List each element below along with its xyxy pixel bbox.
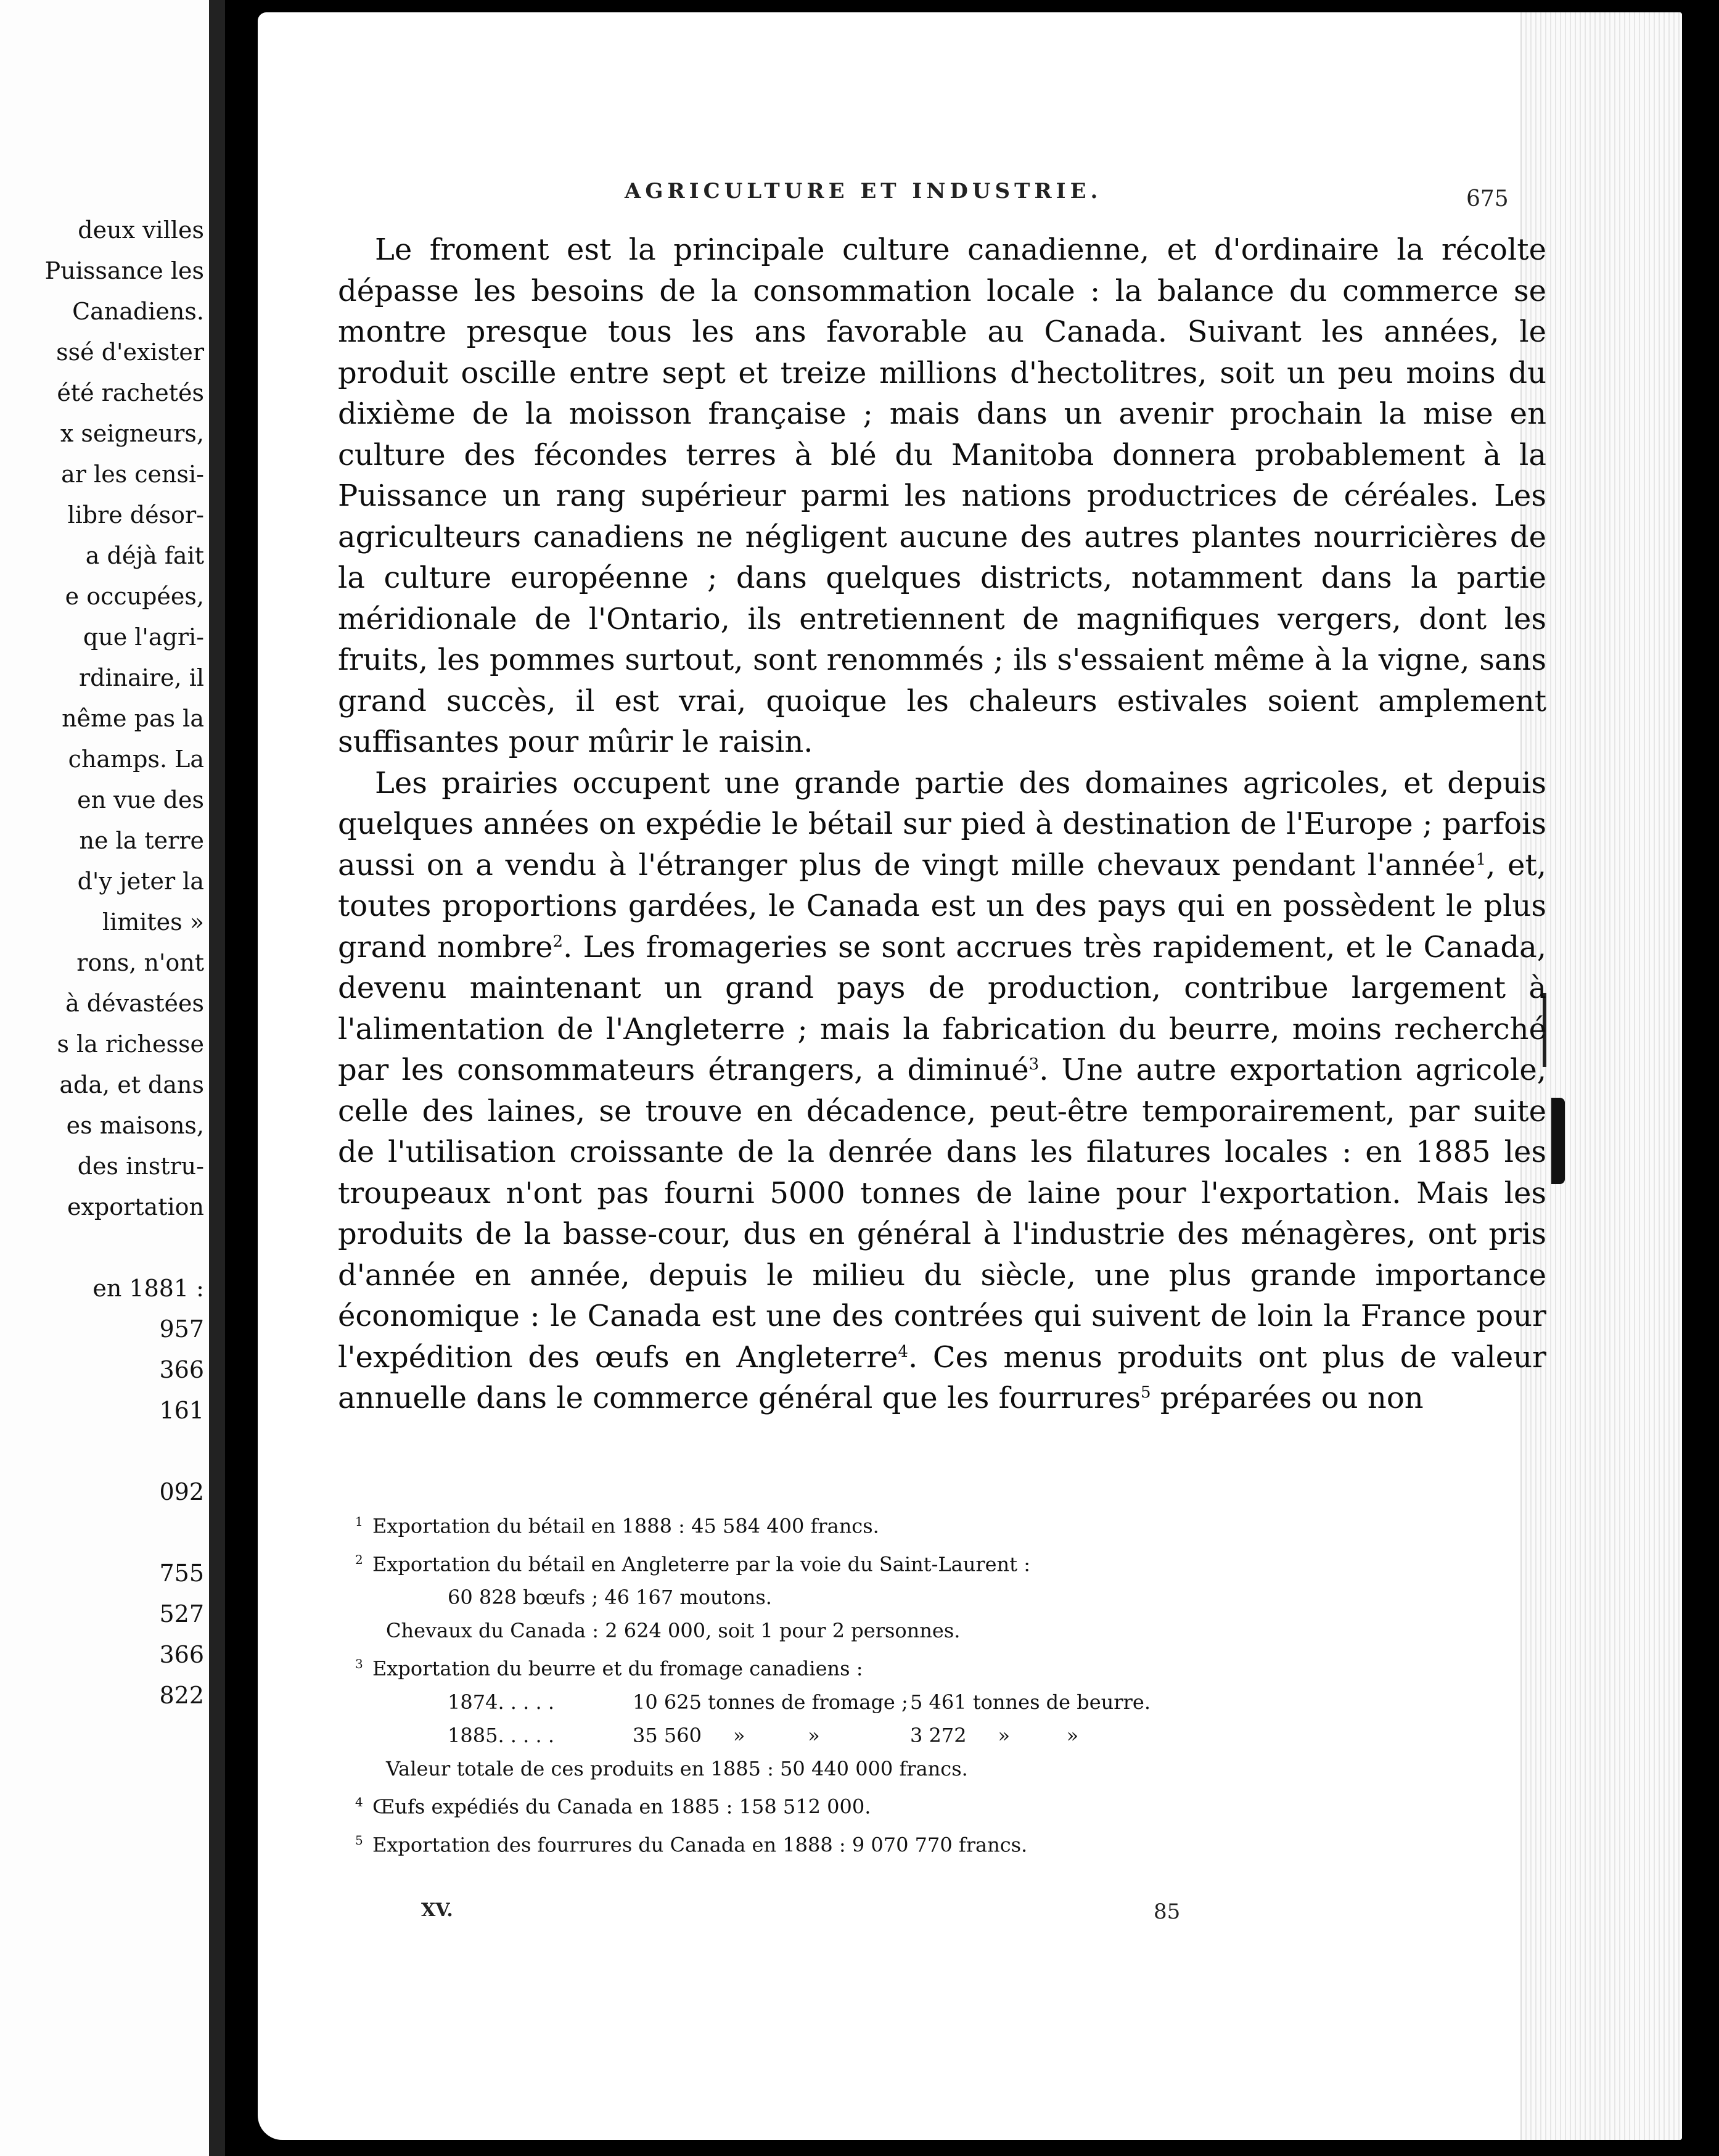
- facing-page-line: 527: [159, 1600, 204, 1627]
- footnote-2: 2 Exportation du bétail en Angleterre par la voie du Saint-Laurent :: [355, 1552, 1030, 1576]
- page-number: 675: [1466, 186, 1509, 212]
- facing-page-line: 957: [159, 1315, 204, 1343]
- facing-page-line: libre désor-: [67, 501, 204, 529]
- facing-page-line: 092: [159, 1478, 204, 1505]
- facing-page-line: 755: [159, 1560, 204, 1587]
- book-page: [258, 12, 1682, 2140]
- footnote-3-row: 1874. . . . . 10 625 tonnes de fromage ; 5 461 tonnes de beurre.: [448, 1690, 1151, 1714]
- facing-page-line: Canadiens.: [72, 298, 204, 325]
- body-text: [338, 229, 1546, 1419]
- footnote-ref: 2: [552, 932, 564, 951]
- footnote-2-horses: Chevaux du Canada : 2 624 000, soit 1 pour 2 personnes.: [386, 1619, 961, 1643]
- facing-page-line: champs. La: [68, 746, 204, 773]
- facing-page-line: ada, et dans: [59, 1071, 204, 1098]
- footnote-3: 3 Exportation du beurre et du fromage canadiens :: [355, 1656, 863, 1681]
- footnote-ref: 4: [898, 1342, 908, 1361]
- footnote-ref: 1: [1475, 850, 1487, 869]
- footnote-ref: 3: [1028, 1055, 1040, 1074]
- facing-page-text: [45, 210, 204, 1716]
- footnote-ref: 5: [1140, 1383, 1151, 1402]
- facing-page-line: ar les censi-: [61, 461, 204, 488]
- footnotes: [355, 1505, 1465, 1861]
- facing-page-line: limites »: [102, 908, 204, 936]
- facing-page-line: rdinaire, il: [78, 664, 204, 691]
- facing-page-line: en 1881 :: [92, 1275, 204, 1302]
- facing-page-line: x seigneurs,: [60, 420, 204, 447]
- paragraph: Les prairies occupent une grande partie des domaines agricoles, et depuis quelques années on expédie le bétail sur pied à destination de l'Europe ; parfois aussi on a vendu à l'étranger plus de vingt mille chevaux pendant l'année$^1$, et, toutes proportions gardées, le Canada est un des pays qui en possèdent le plus grand nombre$^2$. Les fromageries se sont accrues très rapidement, et le Canada, devenu maintenant un grand pays de production, contribue largement à l'alimentation de l'Angleterre ; mais la fabrication du beurre, moins recherché par les consommateurs étrangers, a diminué$^3$. Une autre exportation agricole, celle des laines, se trouve en décadence, peut-être temporairement, par suite de l'utilisation croissante de la denrée dans les filatures locales : en 1885 les troupeaux n'ont pas fourni 5000 tonnes de laine pour l'exportation. Mais les produits de la basse-cour, dus en général à l'industrie des ménagères, ont pris d'année en année, depuis le milieu du siècle, une plus grande importance économique : le Canada est une des contrées qui suivent de loin la France pour l'expédition des œufs en Angleterre$^4$. Ces menus produits ont plus de valeur annuelle dans le commerce général que les fourrures$^5$ préparées ou non: [338, 765, 1547, 1415]
- facing-page-line: s la richesse: [57, 1031, 204, 1058]
- facing-page-line: e occupées,: [65, 583, 204, 610]
- facing-page-line: 161: [159, 1397, 204, 1424]
- paragraph: Le froment est la principale culture canadienne, et d'ordinaire la récolte dépasse les besoins de la consommation locale : la balance du commerce se montre presque tous les ans favorable au Canada. Suivant les années, le produit oscille entre sept et treize millions d'hectolitres, soit un peu moins du dixième de la moisson française ; mais dans un avenir prochain la mise en culture des fécondes terres à blé du Manitoba donnera probablement à la Puissance un rang supérieur parmi les nations productrices de céréales. Les agriculteurs canadiens ne négligent aucune des autres plantes nourricières de la culture européenne ; dans quelques districts, notamment dans la partie méridionale de l'Ontario, ils entretiennent de magnifiques vergers, dont les fruits, les pommes surtout, sont renommés ; ils s'essaient même à la vigne, sans grand succès, il est vrai, quoique les chaleurs estivales soient amplement suffisantes pour mûrir le raisin.: [338, 232, 1546, 759]
- page-edge-shadow: [1551, 1098, 1565, 1184]
- footnote-2-detail: 60 828 bœufs ; 46 167 moutons.: [448, 1586, 772, 1610]
- footnote-3-row: 1885. . . . . 35 560 » » 3 272 » »: [448, 1723, 1079, 1747]
- facing-page-line: 822: [159, 1682, 204, 1709]
- facing-page-line: d'y jeter la: [77, 868, 204, 895]
- facing-page-line: à dévastées: [65, 990, 204, 1017]
- facing-page-line: deux villes: [78, 216, 204, 244]
- facing-page-line: a déjà fait: [85, 542, 204, 569]
- signature-mark: XV.: [421, 1899, 453, 1921]
- footnote-3-total: Valeur totale de ces produits en 1885 : 50 440 000 francs.: [386, 1756, 968, 1780]
- footnote-1: 1 Exportation du bétail en 1888 : 45 584 400 francs.: [355, 1514, 879, 1538]
- facing-page-line: rons, n'ont: [76, 949, 204, 976]
- facing-page: [0, 0, 225, 2156]
- facing-page-line: [45, 1227, 204, 1268]
- facing-page-line: ne la terre: [79, 827, 204, 854]
- sheet-number: 85: [1154, 1899, 1181, 1924]
- facing-page-line: ssé d'exister: [56, 339, 204, 366]
- facing-page-line: es maisons,: [66, 1112, 204, 1139]
- facing-page-line: exportation: [67, 1193, 204, 1220]
- facing-page-line: été rachetés: [57, 379, 204, 406]
- facing-page-line: 366: [159, 1356, 204, 1383]
- facing-page-line: Puissance les: [44, 257, 204, 284]
- facing-page-line: nême pas la: [62, 705, 204, 732]
- footnote-4: 4 Œufs expédiés du Canada en 1885 : 158 512 000.: [355, 1794, 871, 1819]
- footnote-5: 5 Exportation des fourrures du Canada en 1888 : 9 070 770 francs.: [355, 1832, 1028, 1857]
- facing-page-line: 366: [159, 1641, 204, 1668]
- facing-page-line: [45, 1431, 204, 1471]
- facing-page-line: en vue des: [77, 786, 204, 813]
- running-head: AGRICULTURE ET INDUSTRIE.: [625, 179, 1102, 204]
- facing-page-line: que l'agri-: [83, 623, 204, 651]
- facing-page-line: [45, 1512, 204, 1553]
- facing-page-line: des instru-: [77, 1153, 204, 1180]
